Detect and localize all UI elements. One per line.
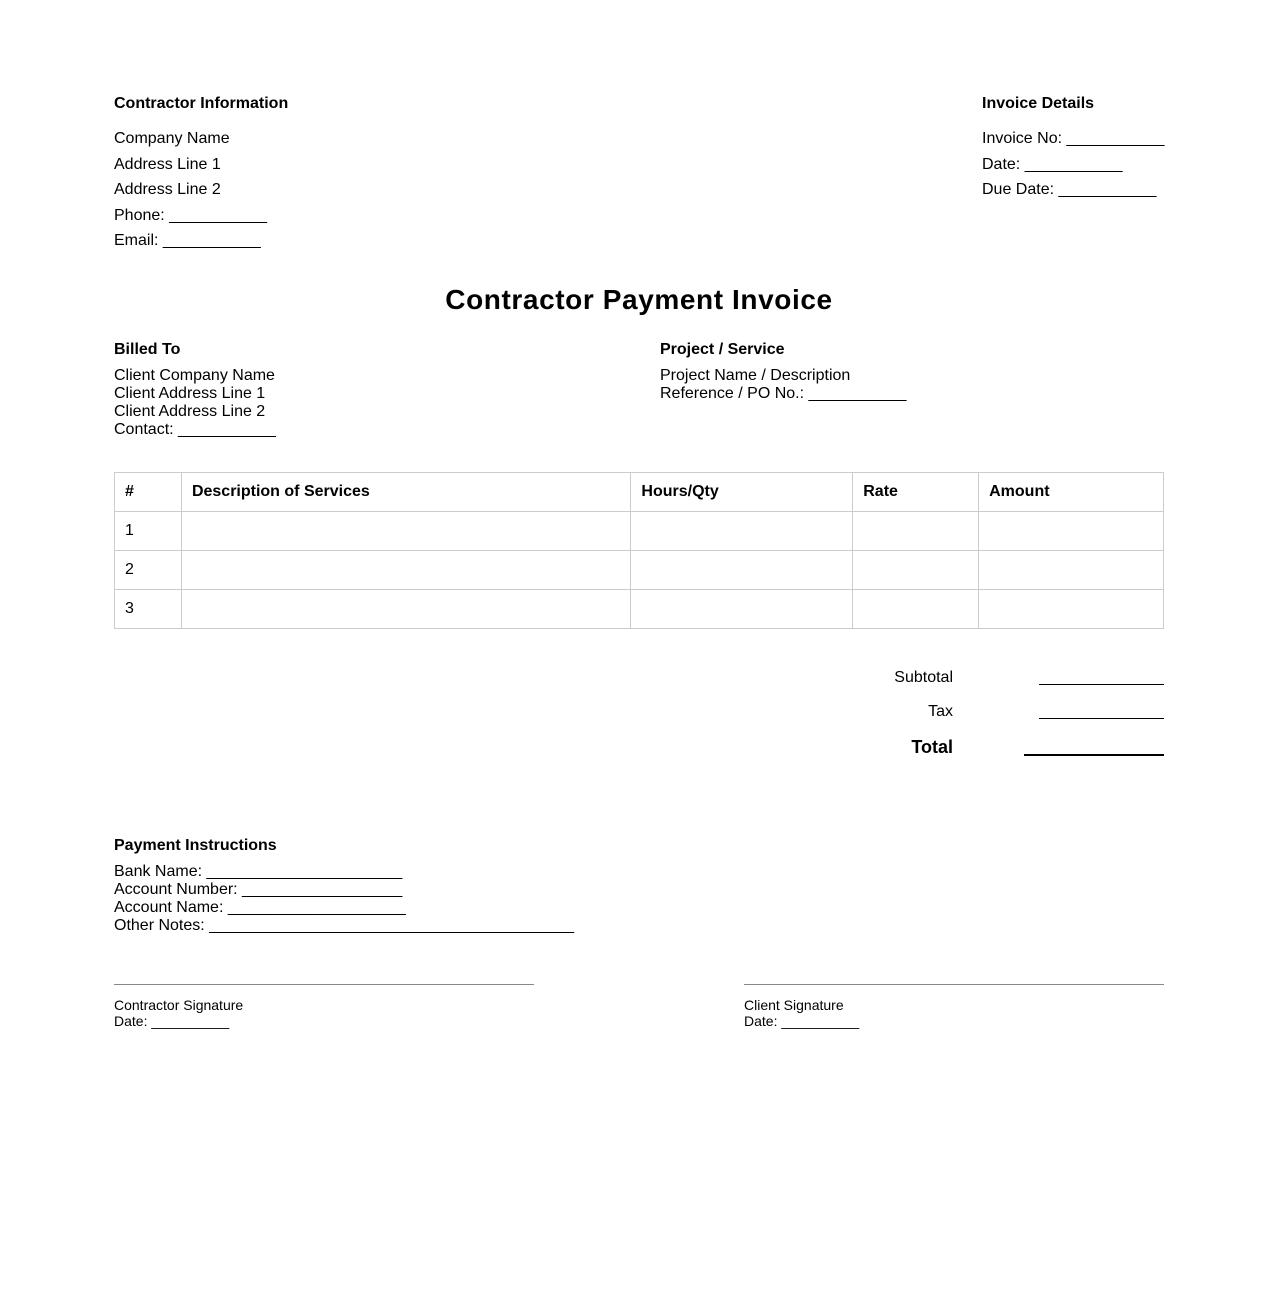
contractor-signature-line[interactable] bbox=[114, 984, 534, 985]
bank-name-field[interactable]: Bank Name: ______________________ bbox=[114, 863, 403, 880]
client-signature-date[interactable]: Date: __________ bbox=[744, 1013, 860, 1029]
due-date-field[interactable]: Due Date: ___________ bbox=[982, 181, 1157, 198]
amount-cell[interactable] bbox=[979, 590, 1164, 629]
subtotal-value-line[interactable] bbox=[1039, 684, 1164, 685]
col-header-description: Description of Services bbox=[181, 473, 630, 512]
client-company-field[interactable]: Client Company Name bbox=[114, 367, 275, 384]
row-number: 3 bbox=[115, 590, 182, 629]
address-line-1-field[interactable]: Address Line 1 bbox=[114, 155, 221, 173]
hours-qty-cell[interactable] bbox=[631, 512, 853, 551]
rate-cell[interactable] bbox=[853, 551, 979, 590]
tax-value-line[interactable] bbox=[1039, 718, 1164, 719]
table-row bbox=[115, 551, 1164, 590]
client-address-2-field[interactable]: Client Address Line 2 bbox=[114, 403, 266, 420]
total-label: Total bbox=[911, 737, 953, 757]
col-header-hours-qty: Hours/Qty bbox=[631, 473, 853, 512]
payment-instructions-heading: Payment Instructions bbox=[114, 837, 277, 854]
address-line-2-field[interactable]: Address Line 2 bbox=[114, 181, 221, 198]
contractor-signature-label: Contractor Signature bbox=[114, 997, 244, 1013]
description-cell[interactable] bbox=[181, 551, 630, 590]
company-name-field[interactable]: Company Name bbox=[114, 130, 230, 147]
contact-field[interactable]: Contact: ___________ bbox=[114, 421, 276, 438]
account-name-field[interactable]: Account Name: ____________________ bbox=[114, 899, 406, 916]
description-cell[interactable] bbox=[181, 512, 630, 551]
contractor-signature-date[interactable]: Date: __________ bbox=[114, 1013, 230, 1029]
table-row bbox=[115, 512, 1164, 551]
invoice-date-field[interactable]: Date: ___________ bbox=[982, 155, 1123, 173]
client-address-1-field[interactable]: Client Address Line 1 bbox=[114, 385, 266, 402]
billed-to-block bbox=[114, 367, 276, 439]
rate-cell[interactable] bbox=[853, 590, 979, 629]
other-notes-field[interactable]: Other Notes: _________________________________________ bbox=[114, 917, 574, 934]
description-cell[interactable] bbox=[181, 590, 630, 629]
amount-cell[interactable] bbox=[979, 512, 1164, 551]
row-number: 1 bbox=[115, 512, 182, 551]
client-signature-block bbox=[744, 997, 859, 1029]
tax-label: Tax bbox=[928, 703, 953, 720]
col-header-number: # bbox=[115, 473, 182, 512]
billed-to-heading: Billed To bbox=[114, 341, 181, 358]
email-field[interactable]: Email: ___________ bbox=[114, 232, 261, 249]
hours-qty-cell[interactable] bbox=[631, 590, 853, 629]
client-signature-line[interactable] bbox=[744, 984, 1164, 985]
rate-cell[interactable] bbox=[853, 512, 979, 551]
phone-field[interactable]: Phone: ___________ bbox=[114, 206, 268, 224]
document-title: Contractor Payment Invoice bbox=[445, 284, 833, 315]
payment-instructions-block bbox=[114, 863, 574, 935]
col-header-amount: Amount bbox=[979, 473, 1164, 512]
project-block bbox=[660, 367, 906, 403]
col-header-rate: Rate bbox=[853, 473, 979, 512]
account-number-field[interactable]: Account Number: __________________ bbox=[114, 881, 403, 898]
project-description-field[interactable]: Project Name / Description bbox=[660, 367, 851, 384]
row-number: 2 bbox=[115, 551, 182, 590]
project-heading: Project / Service bbox=[660, 341, 785, 358]
reference-po-field[interactable]: Reference / PO No.: ___________ bbox=[660, 385, 907, 402]
table-row bbox=[115, 590, 1164, 629]
invoice-details-heading: Invoice Details bbox=[982, 95, 1095, 112]
table-header-row bbox=[115, 473, 1164, 512]
invoice-no-field[interactable]: Invoice No: ___________ bbox=[982, 130, 1165, 147]
hours-qty-cell[interactable] bbox=[631, 551, 853, 590]
subtotal-label: Subtotal bbox=[894, 669, 953, 686]
invoice-details-block bbox=[982, 126, 1164, 203]
amount-cell[interactable] bbox=[979, 551, 1164, 590]
contractor-signature-block bbox=[114, 997, 243, 1029]
client-signature-label: Client Signature bbox=[744, 997, 844, 1013]
total-value-line[interactable] bbox=[1024, 754, 1164, 756]
contractor-info-heading: Contractor Information bbox=[114, 95, 289, 112]
services-table bbox=[114, 472, 1164, 629]
contractor-info-block bbox=[114, 126, 267, 254]
